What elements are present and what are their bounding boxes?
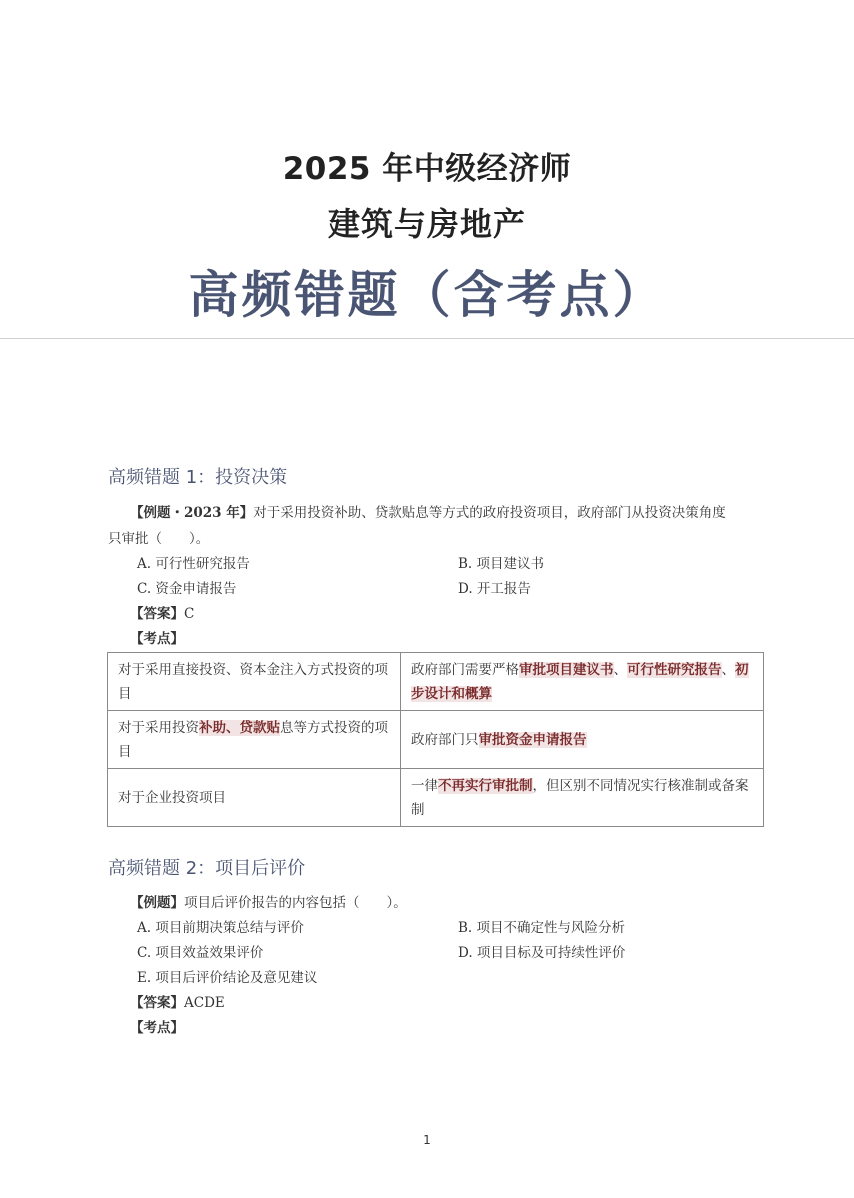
highlight: 补助、贷款贴 (199, 719, 280, 736)
table-row (108, 769, 764, 827)
q1-option-d: D. 开工报告 (458, 581, 531, 597)
q2-answer-value: ACDE (184, 995, 225, 1011)
table-cell: 对于采用投资补助、贷款贴息等方式投资的项目 (108, 711, 401, 769)
q1-stem-line1 (130, 501, 726, 521)
highlight: 初步设计和概算 (411, 661, 749, 702)
q2-option-c: C. 项目效益效果评价 (137, 945, 264, 961)
q1-option-c: C. 资金申请报告 (137, 581, 237, 597)
q2-stem-text: 项目后评价报告的内容包括（ ）。 (184, 895, 407, 911)
q1-section-title: 高频错题 1：投资决策 (108, 467, 288, 488)
q1-answer (130, 602, 194, 622)
q1-kp-table (107, 652, 764, 827)
table-cell: 对于采用直接投资、资本金注入方式投资的项目 (108, 653, 401, 711)
q2-option-d: D. 项目目标及可持续性评价 (458, 945, 626, 961)
highlight: 审批资金申请报告 (478, 731, 587, 748)
q1-kp-label: 【考点】 (130, 631, 184, 647)
table-cell: 政府部门需要严格审批项目建议书、可行性研究报告、初步设计和概算 (401, 653, 764, 711)
header-divider (0, 338, 854, 339)
q1-option-a: A. 可行性研究报告 (137, 556, 250, 572)
highlight: 审批项目建议书 (519, 661, 614, 678)
q2-stem (130, 891, 407, 911)
q1-example-tag: 【例题・2023 年】 (130, 505, 254, 521)
highlight: 可行性研究报告 (627, 661, 722, 678)
q1-stem-line2: 只审批（ ）。 (108, 531, 210, 547)
table-cell: 对于企业投资项目 (108, 769, 401, 827)
q1-option-b: B. 项目建议书 (458, 556, 545, 572)
q2-kp-label: 【考点】 (130, 1020, 184, 1036)
q1-answer-label: 【答案】 (130, 606, 184, 622)
q2-option-e: E. 项目后评价结论及意见建议 (137, 970, 318, 986)
doc-title-main: 高频错题（含考点） (188, 265, 666, 324)
q2-section-title: 高频错题 2：项目后评价 (108, 858, 306, 879)
doc-title-subject: 建筑与房地产 (327, 205, 526, 243)
doc-title-year: 2025 年中级经济师 (282, 151, 572, 187)
table-row (108, 711, 764, 769)
q2-answer (130, 991, 225, 1011)
q1-stem-text: 对于采用投资补助、贷款贴息等方式的政府投资项目，政府部门从投资决策角度 (253, 505, 726, 521)
table-cell: 一律不再实行审批制，但区别不同情况实行核准制或备案制 (401, 769, 764, 827)
table-row (108, 653, 764, 711)
q2-option-a: A. 项目前期决策总结与评价 (137, 920, 304, 936)
page-number: 1 (423, 1133, 431, 1147)
highlight: 不再实行审批制 (438, 777, 533, 794)
table-cell: 政府部门只审批资金申请报告 (401, 711, 764, 769)
q2-example-tag: 【例题】 (130, 895, 184, 911)
q1-answer-value: C (184, 606, 195, 622)
q2-answer-label: 【答案】 (130, 995, 184, 1011)
q2-option-b: B. 项目不确定性与风险分析 (458, 920, 626, 936)
